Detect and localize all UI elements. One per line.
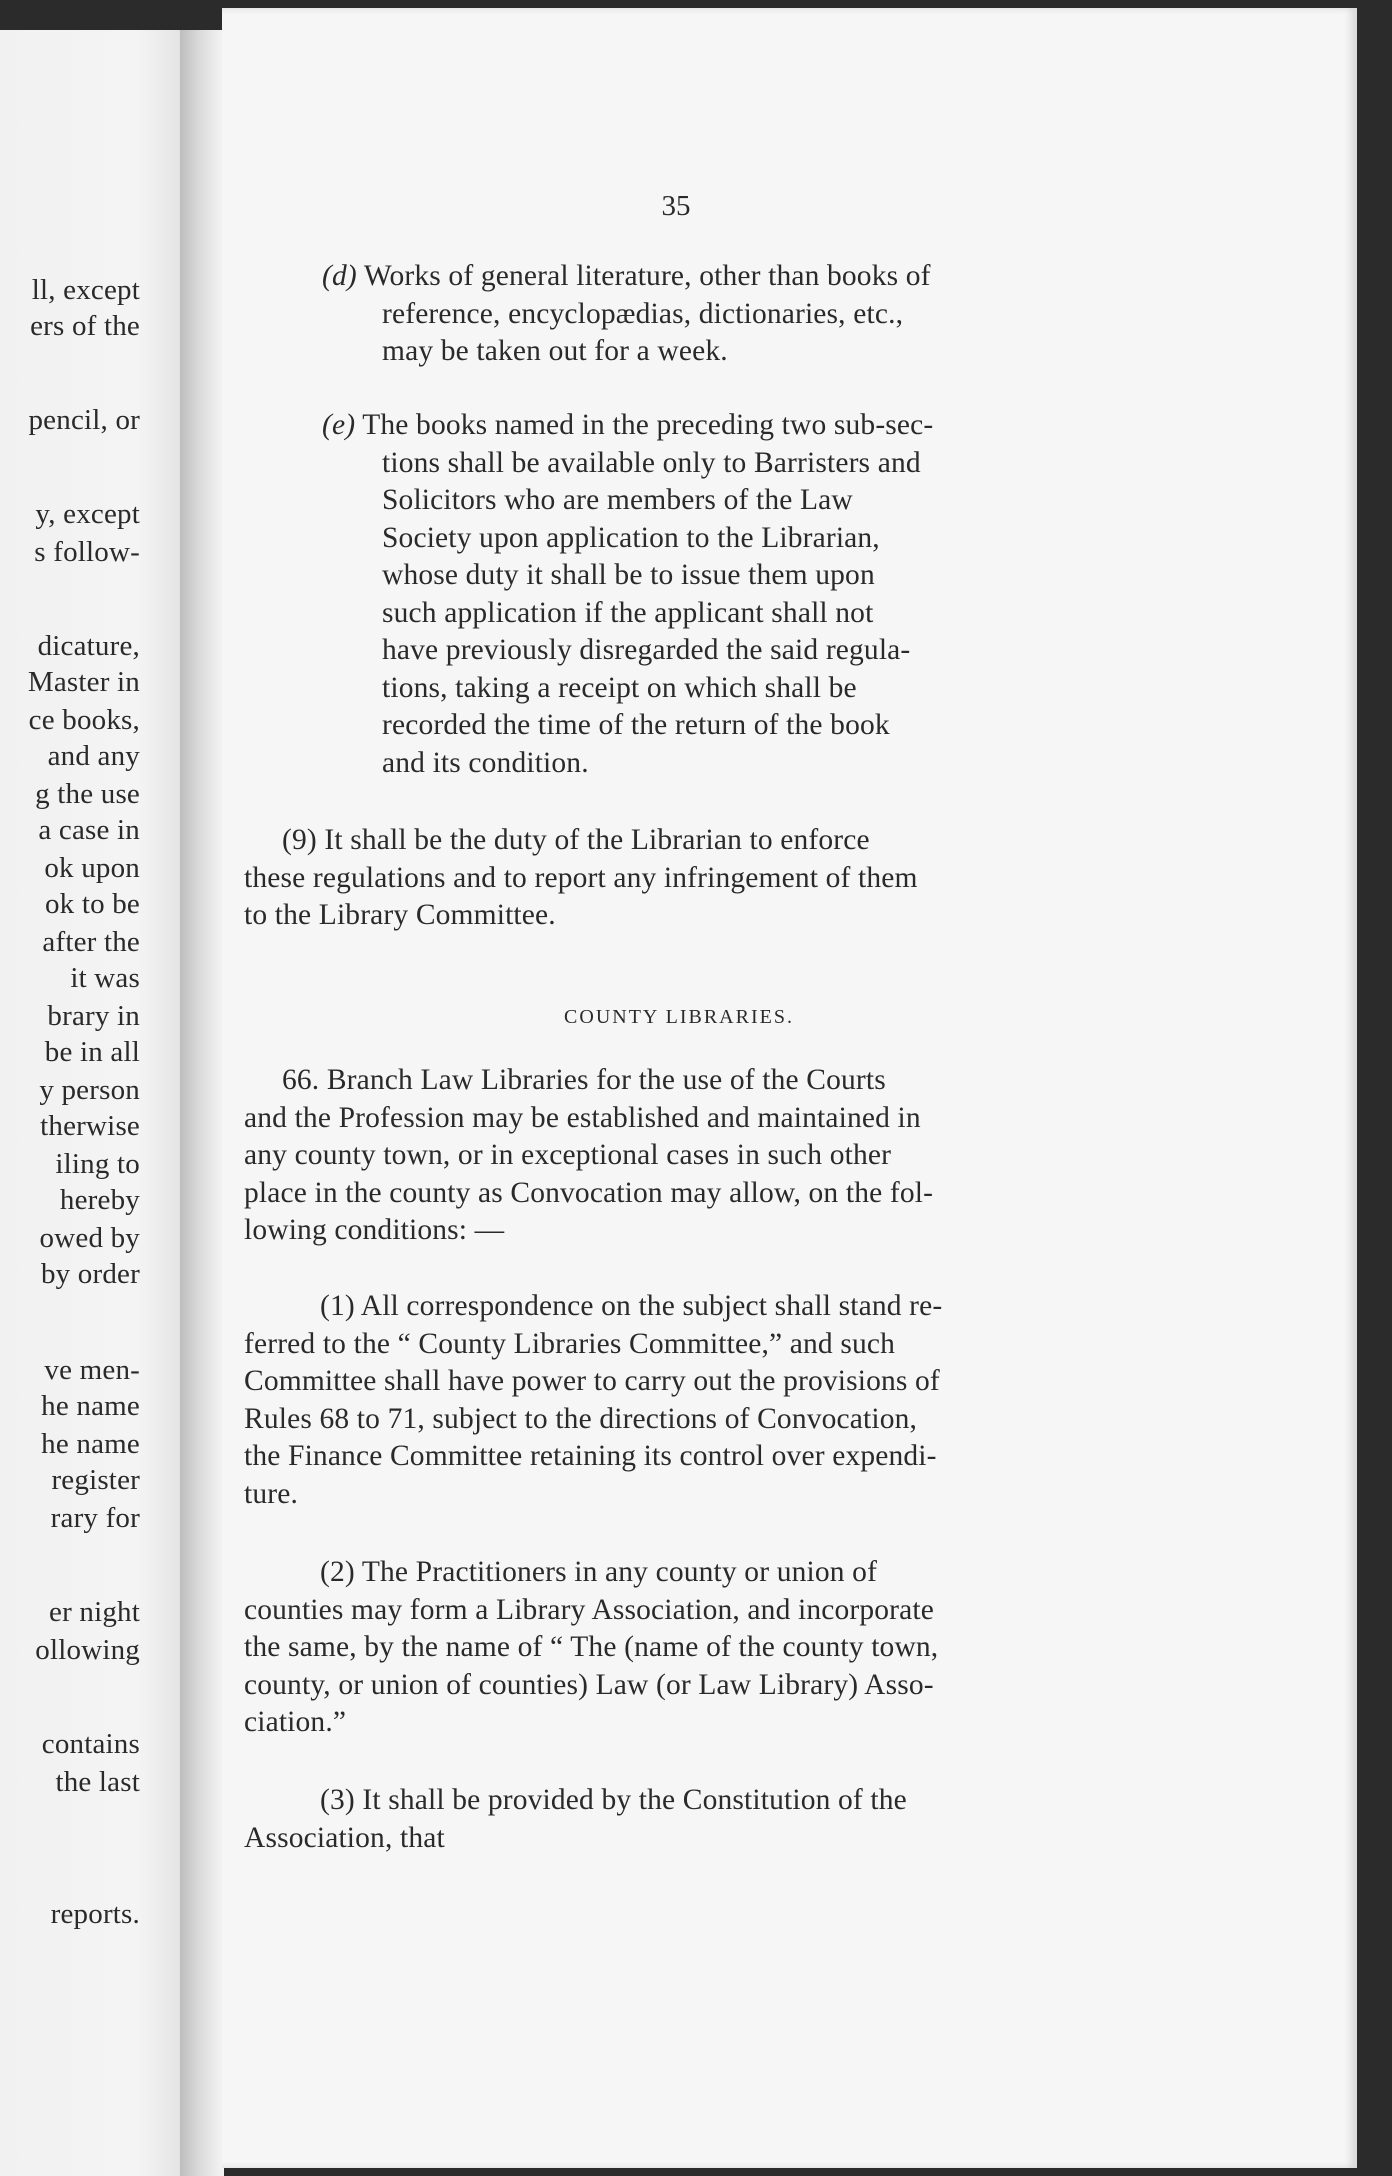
paragraph-1 xyxy=(244,1288,1114,1513)
paragraph-line: to the Library Committee. xyxy=(244,899,556,931)
left-line: s follow- xyxy=(34,536,140,568)
paragraph-2 xyxy=(244,1554,1114,1742)
item-e-line: recorded the time of the return of the book xyxy=(382,709,890,741)
item-d-line: reference, encyclopædias, dictionaries, etc., xyxy=(382,297,904,330)
left-line: reports. xyxy=(50,1898,140,1930)
left-line: after the xyxy=(42,926,140,958)
item-e-line: Society upon application to the Librarian, xyxy=(382,521,880,554)
item-d-line: Works of general literature, other than books of xyxy=(363,260,931,292)
left-line: he name xyxy=(41,1428,140,1460)
left-line: er night xyxy=(49,1596,140,1628)
item-d xyxy=(322,258,1114,371)
left-line: dicature, xyxy=(37,630,140,662)
item-e-line: tions, taking a receipt on which shall be xyxy=(382,671,857,704)
left-line: the last xyxy=(55,1766,140,1798)
left-line: y, except xyxy=(35,498,140,530)
paragraph-9 xyxy=(244,822,1114,935)
page-number: 35 xyxy=(661,190,691,222)
left-line: a case in xyxy=(38,814,140,846)
paragraph-line: Association, that xyxy=(244,1821,445,1854)
paragraph-line: (2) The Practitioners in any county or union of xyxy=(320,1556,878,1588)
left-line: ers of the xyxy=(30,310,140,342)
left-page xyxy=(0,30,196,2176)
paragraph-line: the same, by the name of “ The (name of the county town, xyxy=(244,1631,939,1663)
left-line: ok upon xyxy=(44,852,140,884)
paragraph-line: Committee shall have power to carry out the provisions of xyxy=(244,1365,940,1397)
paragraph-line: county, or union of counties) Law (or Law Library) Asso- xyxy=(244,1668,934,1701)
paragraph-line: (1) All correspondence on the subject shall stand re- xyxy=(320,1290,943,1322)
paragraph-line: Rules 68 to 71, subject to the directions of Convocation, xyxy=(244,1402,918,1435)
left-line: rary for xyxy=(50,1502,140,1534)
section-heading: COUNTY LIBRARIES. xyxy=(564,1006,794,1028)
paragraph-line: 66. Branch Law Libraries for the use of the Courts xyxy=(282,1064,886,1096)
item-e-line: have previously disregarded the said regula- xyxy=(382,634,911,666)
left-line: Master in xyxy=(27,666,140,698)
item-e xyxy=(322,407,1114,782)
paragraph-line: ture. xyxy=(244,1477,298,1510)
left-line: therwise xyxy=(40,1110,140,1142)
paragraph-line: (3) It shall be provided by the Constitution of the xyxy=(320,1784,907,1816)
item-e-line: The books named in the preceding two sub-sec- xyxy=(362,409,934,441)
paragraph-line: lowing conditions: — xyxy=(244,1214,505,1246)
paragraph-line: any county town, or in exceptional cases in such other xyxy=(244,1139,892,1171)
left-line: register xyxy=(51,1464,140,1496)
left-line: ce books, xyxy=(28,704,140,736)
item-d-marker: (d) xyxy=(322,260,357,292)
left-line: y person xyxy=(39,1074,140,1106)
paragraph-line: ferred to the “ County Libraries Committee,” and such xyxy=(244,1327,896,1360)
left-line: by order xyxy=(40,1258,140,1290)
item-e-line: tions shall be available only to Barristers and xyxy=(382,446,921,479)
item-e-line: such application if the applicant shall not xyxy=(382,596,874,629)
item-e-marker: (e) xyxy=(322,409,356,441)
paragraph-line: counties may form a Library Association, and incorporate xyxy=(244,1593,934,1626)
left-line: he name xyxy=(41,1390,140,1422)
left-line: iling to xyxy=(55,1148,140,1180)
left-line: ok to be xyxy=(44,888,140,920)
paragraph-line: the Finance Committee retaining its control over expendi- xyxy=(244,1440,937,1472)
item-d-line: may be taken out for a week. xyxy=(382,335,728,367)
paragraph-3 xyxy=(244,1782,1114,1857)
left-line: hereby xyxy=(59,1184,140,1216)
left-line: brary in xyxy=(47,1000,140,1032)
left-line: ve men- xyxy=(44,1354,140,1386)
left-line: pencil, or xyxy=(28,404,140,436)
left-line: contains xyxy=(41,1728,140,1760)
item-e-line: whose duty it shall be to issue them upon xyxy=(382,559,875,591)
left-line: ollowing xyxy=(35,1634,140,1666)
paragraph-line: these regulations and to report any infringement of them xyxy=(244,861,918,894)
left-line: be in all xyxy=(44,1036,140,1068)
left-line: it was xyxy=(70,962,140,994)
left-line: owed by xyxy=(39,1222,140,1254)
left-line: g the use xyxy=(35,778,140,810)
left-line: ll, except xyxy=(31,274,140,306)
paragraph-line: ciation.” xyxy=(244,1706,347,1738)
paragraph-66 xyxy=(244,1062,1114,1250)
paragraph-line: place in the county as Convocation may allow, on the fol- xyxy=(244,1176,934,1209)
item-e-line: and its condition. xyxy=(382,746,589,779)
item-e-line: Solicitors who are members of the Law xyxy=(382,484,853,516)
left-line: and any xyxy=(47,740,140,772)
book-gutter xyxy=(180,30,224,2176)
paragraph-line: and the Profession may be established and maintained in xyxy=(244,1101,921,1134)
paragraph-line: (9) It shall be the duty of the Librarian to enforce xyxy=(282,824,870,856)
